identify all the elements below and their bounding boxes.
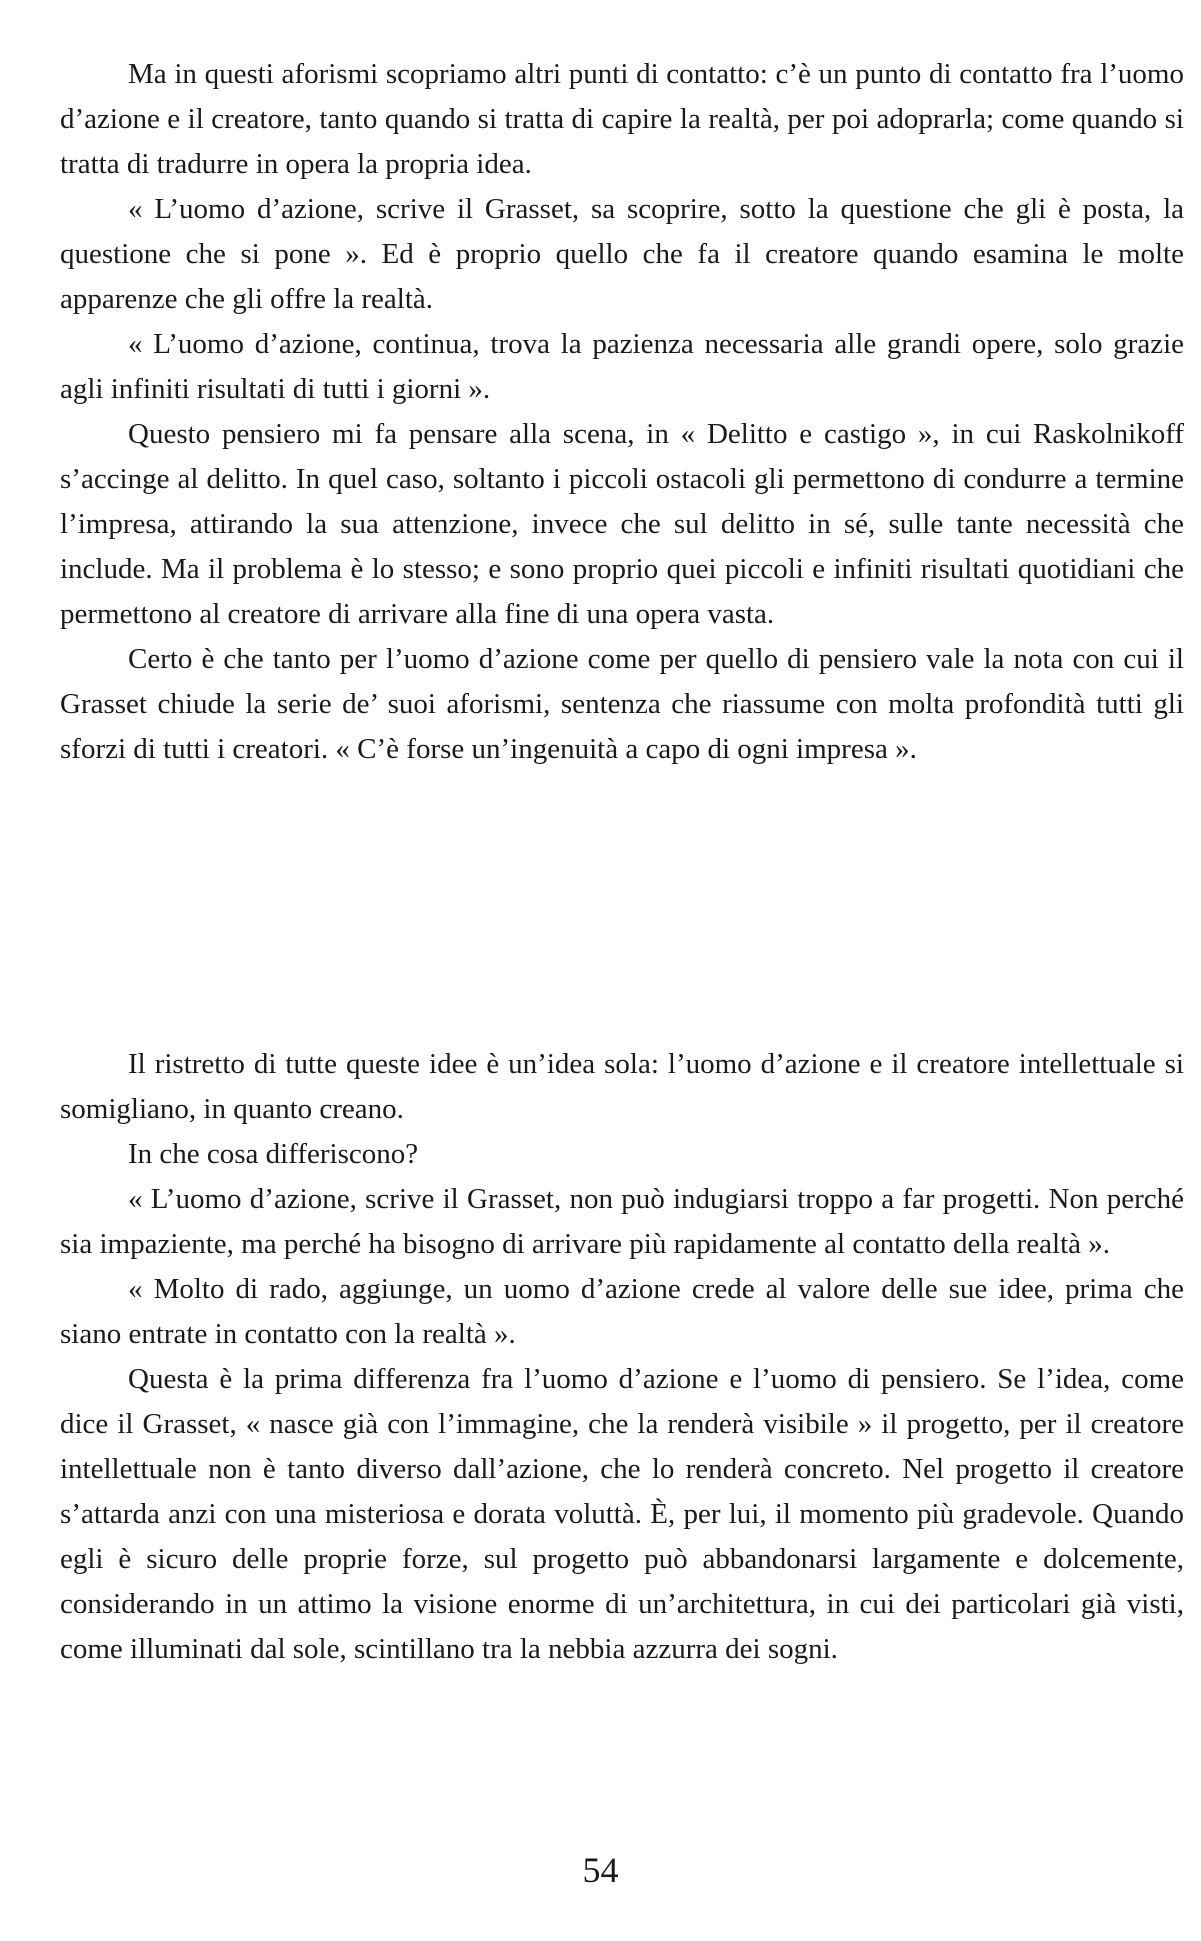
paragraph: Questa è la prima differenza fra l’uomo d’azione e l’uomo di pensiero. Se l’idea, come dice il Grasset, « nasce già con l’immagine, che la renderà visibile » il progetto, per il creatore intellettuale non è tanto diverso dall’azione, che lo renderà concreto. Nel progetto il creatore s’attarda anzi con una misteriosa e dorata voluttà. È, per lui, il momento più gradevole. Quando egli è sicuro delle proprie forze, sul progetto può abbandonarsi largamente e dolcemente, considerando in un attimo la visione enorme di un’architettura, in cui dei particolari già visti, come illuminati dal sole, scintillano tra la nebbia azzurra dei sogni. (60, 1363, 1184, 1665)
paragraph: « Molto di rado, aggiunge, un uomo d’azione crede al valore delle sue idee, prima che siano entrate in contatto con la realtà ». (60, 1273, 1184, 1350)
paragraph: « L’uomo d’azione, scrive il Grasset, sa scoprire, sotto la questione che gli è posta, la questione che si pone ». Ed è proprio quello che fa il creatore quando esamina le molte apparenze che gli offre la realtà. (60, 193, 1184, 315)
paragraph: Ma in questi aforismi scopriamo altri punti di contatto: c’è un punto di contatto fra l’uomo d’azione e il creatore, tanto quando si tratta di capire la realtà, per poi adoprarla; come quando si tratta di tradurre in opera la propria idea. (60, 58, 1184, 180)
text-section-2 (60, 1042, 1184, 1672)
paragraph: Il ristretto di tutte queste idee è un’idea sola: l’uomo d’azione e il creatore intellettuale si somigliano, in quanto creano. (60, 1048, 1184, 1125)
paragraph: Questo pensiero mi fa pensare alla scena, in « Delitto e castigo », in cui Raskolnikoff s’accinge al delitto. In quel caso, soltanto i piccoli ostacoli gli permettono di condurre a termine l’impresa, attirando la sua attenzione, invece che sul delitto in sé, sulle tante necessità che include. Ma il problema è lo stesso; e sono proprio quei piccoli e infiniti risultati quotidiani che permettono al creatore di arrivare alla fine di una opera vasta. (60, 418, 1184, 630)
paragraph: Certo è che tanto per l’uomo d’azione come per quello di pensiero vale la nota con cui il Grasset chiude la serie de’ suoi aforismi, sentenza che riassume con molta profondità tutti gli sforzi di tutti i creatori. « C’è forse un’ingenuità a capo di ogni impresa ». (60, 643, 1184, 765)
paragraph: « L’uomo d’azione, scrive il Grasset, non può indugiarsi troppo a far progetti. Non perché sia impaziente, ma perché ha bisogno di arrivare più rapidamente al contatto della realtà ». (60, 1183, 1184, 1260)
paragraph: In che cosa differiscono? (128, 1138, 419, 1170)
page-number: 54 (582, 1850, 619, 1890)
paragraph: « L’uomo d’azione, continua, trova la pazienza necessaria alle grandi opere, solo grazie agli infiniti risultati di tutti i giorni ». (60, 328, 1184, 405)
text-section-1 (60, 52, 1184, 772)
